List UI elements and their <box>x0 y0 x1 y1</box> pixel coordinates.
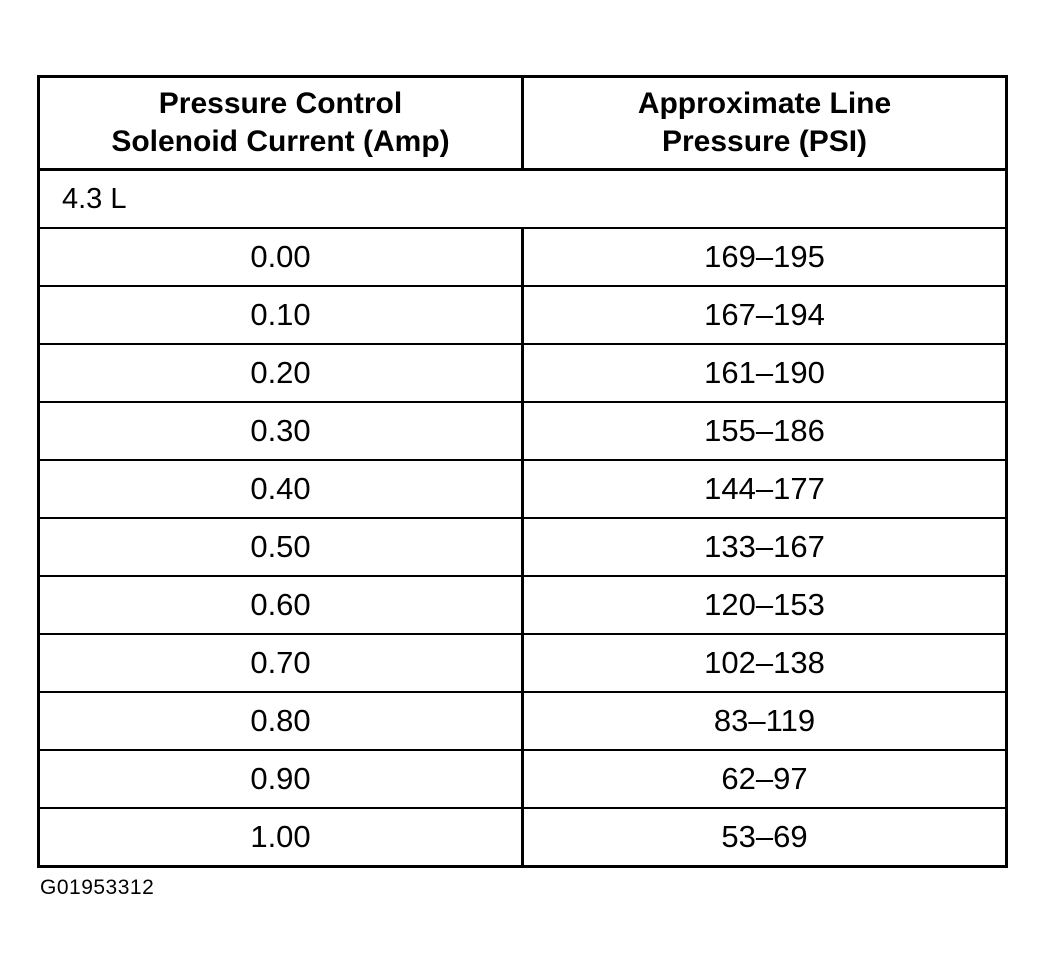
table-row <box>39 634 1007 692</box>
current-cell: 1.00 <box>39 808 523 867</box>
pressure-spec-table <box>37 75 1008 868</box>
table-row <box>39 692 1007 750</box>
section-label: 4.3 L <box>39 170 1007 229</box>
table-row <box>39 750 1007 808</box>
current-cell: 0.00 <box>39 228 523 286</box>
pressure-cell: 62–97 <box>523 750 1007 808</box>
pressure-cell: 102–138 <box>523 634 1007 692</box>
current-cell: 0.30 <box>39 402 523 460</box>
section-row <box>39 170 1007 229</box>
table-row <box>39 518 1007 576</box>
current-cell: 0.20 <box>39 344 523 402</box>
table-row <box>39 286 1007 344</box>
current-cell: 0.50 <box>39 518 523 576</box>
pressure-cell: 133–167 <box>523 518 1007 576</box>
figure-id: G01953312 <box>40 876 155 899</box>
current-cell: 0.80 <box>39 692 523 750</box>
table-row <box>39 344 1007 402</box>
table-row <box>39 460 1007 518</box>
header-current-line-1: Pressure Control <box>158 87 403 120</box>
current-cell: 0.10 <box>39 286 523 344</box>
header-current <box>39 77 523 170</box>
current-cell: 0.90 <box>39 750 523 808</box>
pressure-cell: 167–194 <box>523 286 1007 344</box>
pressure-cell: 155–186 <box>523 402 1007 460</box>
current-cell: 0.60 <box>39 576 523 634</box>
pressure-cell: 83–119 <box>523 692 1007 750</box>
header-pressure-line-2: Pressure (PSI) <box>661 125 868 158</box>
pressure-cell: 120–153 <box>523 576 1007 634</box>
table-row <box>39 228 1007 286</box>
table-row <box>39 402 1007 460</box>
pressure-cell: 169–195 <box>523 228 1007 286</box>
table-row <box>39 808 1007 867</box>
pressure-cell: 161–190 <box>523 344 1007 402</box>
table-row <box>39 576 1007 634</box>
header-pressure-line-1: Approximate Line <box>637 87 892 120</box>
current-cell: 0.70 <box>39 634 523 692</box>
pressure-cell: 144–177 <box>523 460 1007 518</box>
header-current-line-2: Solenoid Current (Amp) <box>111 125 450 158</box>
header-pressure <box>523 77 1007 170</box>
pressure-cell: 53–69 <box>523 808 1007 867</box>
current-cell: 0.40 <box>39 460 523 518</box>
header-row <box>39 77 1007 170</box>
